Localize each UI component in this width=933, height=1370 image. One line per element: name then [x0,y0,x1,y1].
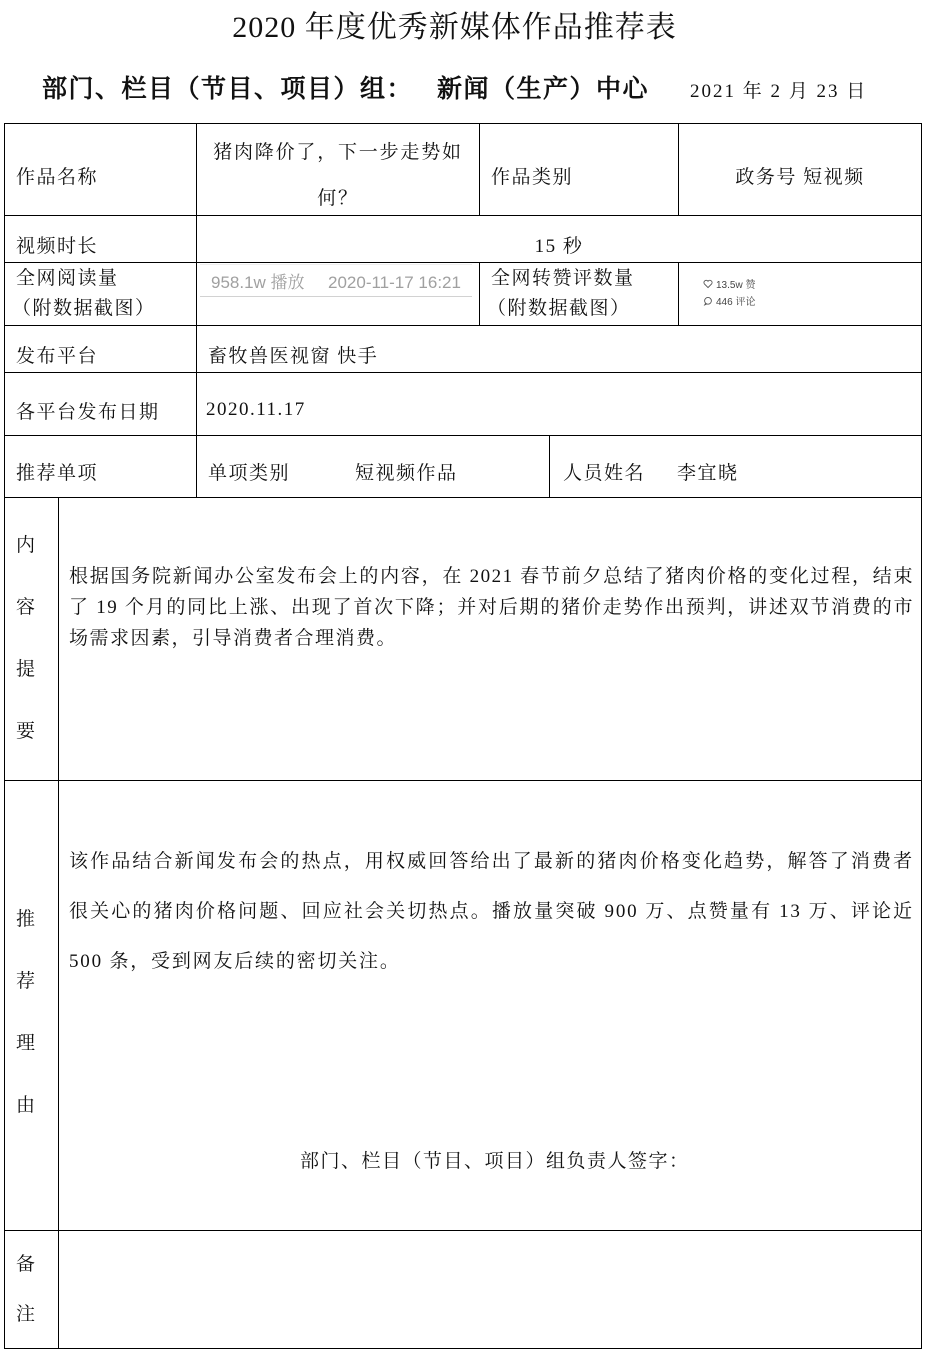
form-date: 2021 年 2 月 23 日 [690,81,868,102]
summary-label-cell [4,497,59,781]
publish-date-value: 2020.11.17 [206,399,306,420]
reason-content-cell [58,780,922,1231]
reason-label-char: 推 [16,909,37,930]
summary-content-cell [58,497,922,781]
category-label: 单项类别 [208,462,291,484]
views-label-line2: （附数据截图） [12,298,156,319]
recommended-item-label: 推荐单项 [16,462,99,484]
category-value: 短视频作品 [355,462,458,484]
summary-label-char: 内 [16,535,37,556]
publish-date-label-cell [4,372,197,436]
duration-label-cell [4,215,197,263]
work-name-value: 猪肉降价了，下一步走势如何？ [213,142,463,209]
reason-label-cell [4,780,59,1231]
department-value: 新闻（生产）中心 [437,76,650,103]
work-name-label: 作品名称 [16,166,99,188]
comments-count: 446 评论 [716,297,756,308]
summary-label-char: 提 [16,659,37,680]
work-type-value: 政务号 短视频 [735,166,865,188]
platform-value: 畜牧兽医视窗 快手 [208,345,379,367]
engagement-label-cell [479,262,679,326]
remarks-label-cell [4,1230,59,1349]
engagement-screenshot-cell [678,262,922,326]
duration-value: 15 秒 [534,235,584,257]
category-cell [196,435,550,498]
work-name-value-cell [196,123,480,216]
engagement-label-line2: （附数据截图） [487,298,631,319]
person-value: 李宜晓 [677,462,739,484]
heart-icon [703,279,716,289]
views-label-cell [4,262,197,326]
person-label: 人员姓名 [563,462,646,484]
platform-value-cell [196,325,922,373]
remarks-label-char: 备 [16,1253,37,1275]
work-type-label-cell [479,123,679,216]
platform-label-cell [4,325,197,373]
engagement-screenshot [703,275,755,309]
views-screenshot-cell [196,262,480,326]
work-type-label: 作品类别 [491,166,574,188]
comments-row [703,292,755,309]
remarks-label-char: 注 [16,1303,37,1325]
comment-icon [703,296,716,306]
work-name-label-cell [4,123,197,216]
views-published-time: 2020-11-17 16:21 [328,273,461,292]
likes-count: 13.5w 赞 [716,280,756,291]
platform-label: 发布平台 [16,345,99,367]
remarks-content-cell [58,1230,922,1349]
reason-text: 该作品结合新闻发布会的热点，用权威回答给出了最新的猪肉价格变化趋势，解答了消费者很关心的猪肉价格问题、回应社会关切热点。播放量突破 900 万、点赞量有 13 万、评论近 500 条，受到网友后续的密切关注。 [69,851,914,972]
reason-label-char: 理 [16,1033,37,1054]
views-play-count: 958.1w 播放 [211,273,305,292]
publish-date-value-cell [196,372,922,436]
views-label-line1: 全网阅读量 [16,268,119,289]
reason-label-char: 由 [16,1095,37,1116]
reason-label-char: 荐 [16,971,37,992]
duration-value-cell [196,215,922,263]
likes-row [703,275,755,292]
summary-text: 根据国务院新闻办公室发布会上的内容，在 2021 春节前夕总结了猪肉价格的变化过程，结束了 19 个月的同比上涨、出现了首次下降；并对后期的猪价走势作出预判，讲述双节消费的市场需求因素，引导消费者合理消费。 [69,566,914,649]
views-screenshot [200,264,472,297]
duration-label: 视频时长 [16,235,99,257]
recommended-item-label-cell [4,435,197,498]
department-label: 部门、栏目（节目、项目）组： [42,76,414,103]
engagement-label-line1: 全网转赞评数量 [491,268,635,289]
form-title: 2020 年度优秀新媒体作品推荐表 [232,11,677,44]
summary-label-char: 要 [16,721,37,742]
summary-label-char: 容 [16,597,37,618]
publish-date-label: 各平台发布日期 [16,401,160,423]
person-cell [549,435,922,498]
work-type-value-cell [678,123,922,216]
signature-label: 部门、栏目（节目、项目）组负责人签字： [300,1151,690,1172]
